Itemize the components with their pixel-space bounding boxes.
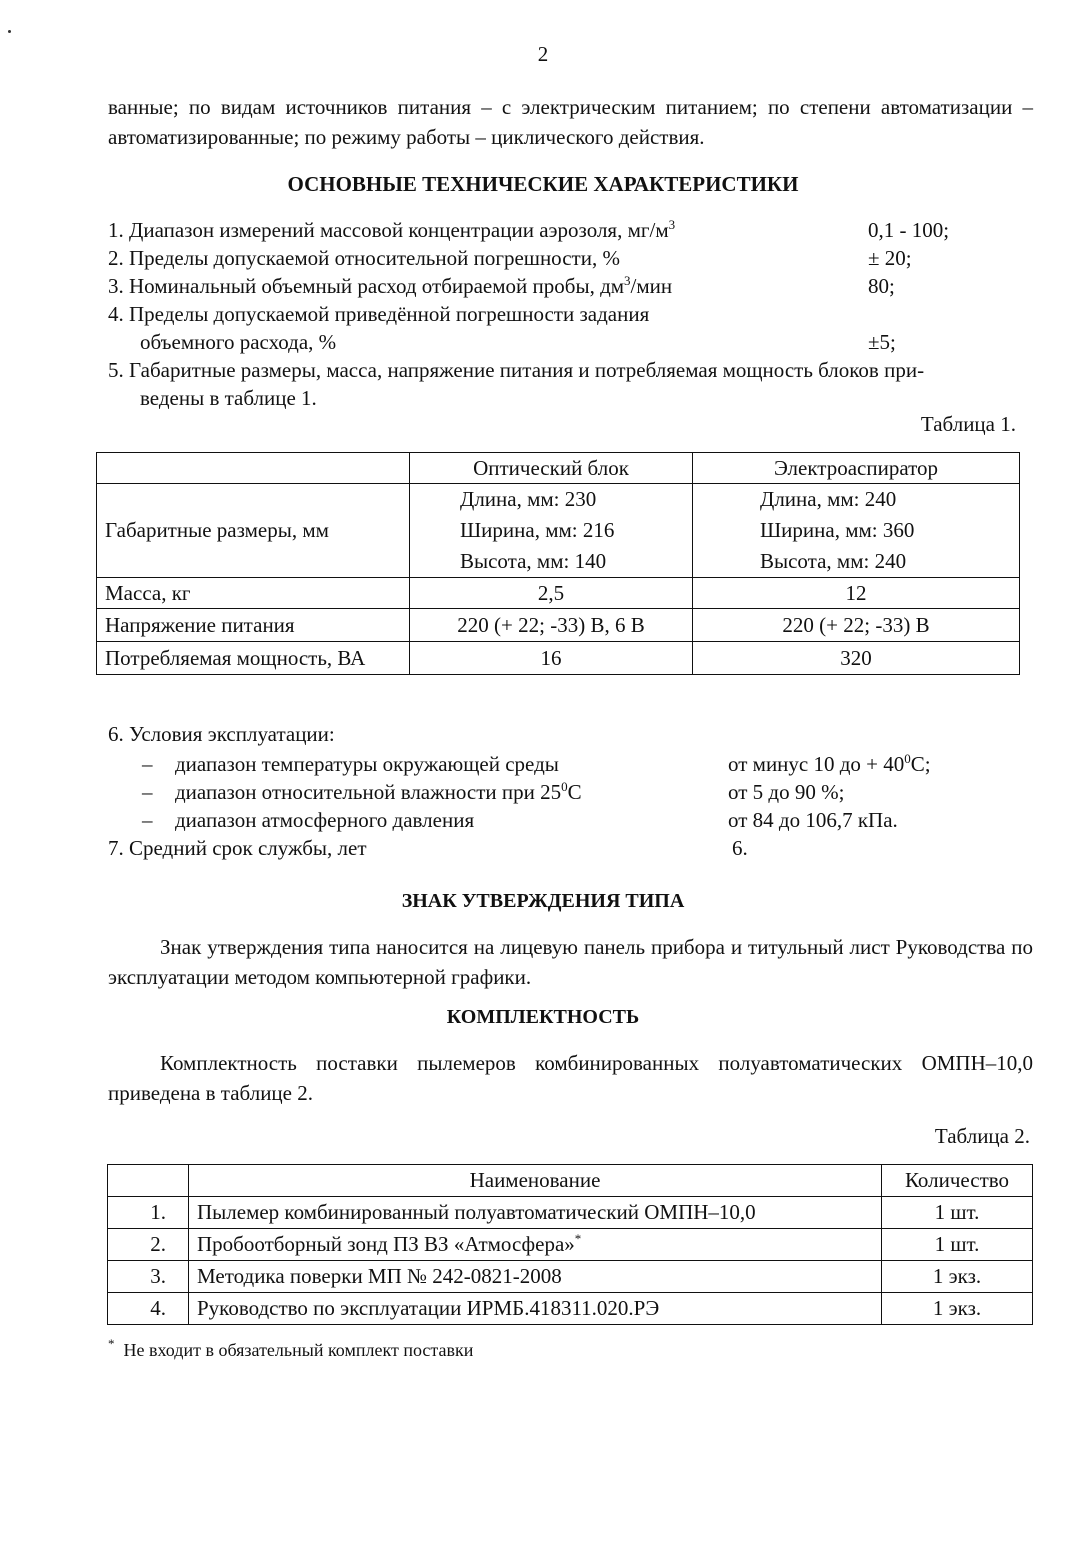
table2-header-name: Наименование [189,1165,882,1197]
table1-header-row [97,453,1020,484]
table2-header-num [108,1165,189,1197]
table-cell: 16 [410,642,693,675]
table-cell: Методика поверки МП № 242-0821-2008 [189,1261,882,1293]
table-cell: 4. [108,1293,189,1325]
table1-header-aspirator: Электроаспиратор [693,453,1020,484]
approval-paragraph: Знак утверждения типа наносится на лицевую панель прибора и титульный лист Руководства по эксплуатации методом компьютерной графики. [108,935,1033,989]
operating-title: 6. Условия эксплуатации: [108,722,335,746]
table2-header-qty: Количество [882,1165,1033,1197]
table2 [107,1164,1033,1325]
table-cell: 320 [693,642,1020,675]
spec-value-4: ±5; [868,330,896,354]
table-row [108,1229,1033,1261]
section-title-approval: ЗНАК УТВЕРЖДЕНИЯ ТИПА [401,890,685,912]
table1-row-voltage [97,609,1020,642]
table1-row-power [97,642,1020,675]
dash-marker: – [142,752,153,776]
table-cell: 2,5 [410,578,693,609]
spec-item-2: 2. Пределы допускаемой относительной погрешности, % [108,246,620,270]
table2-caption: Таблица 2. [934,1124,1030,1148]
spec-value-2: ± 20; [868,246,912,270]
spec-item-3: 3. Номинальный объемный расход отбираемой пробы, $дм^3$/мин [108,273,673,298]
table1-dims-label: Габаритные размеры, мм [97,484,410,578]
table-cell: 1 шт. [882,1197,1033,1229]
operating-value-temperature: от минус 10 до + $40^0С$; [728,751,931,776]
table-cell: Пробоотборный зонд ПЗ ВЗ «Атмосфера»* [189,1229,882,1261]
table-cell: 220 (+ 22; -33) В [693,609,1020,642]
dims-aspirator-height: Высота, мм: 240 [760,549,907,573]
table-cell: 220 (+ 22; -33) В, 6 В [410,609,693,642]
footnote-text: Не входит в обязательный комплект поставки [123,1340,474,1360]
table1-dims-aspirator [693,484,1020,578]
operating-item-pressure: диапазон атмосферного давления [175,808,475,832]
dims-aspirator-length: Длина, мм: 240 [760,487,897,511]
table1 [96,452,1020,675]
section-title-completeness: КОМПЛЕКТНОСТЬ [446,1006,640,1028]
table-cell: Напряжение питания [97,609,410,642]
table-cell: 1. [108,1197,189,1229]
spec-item-1: 1. Диапазон измерений массовой концентрации аэрозоля, $мг/м^3$ [108,217,676,242]
table1-header-optical: Оптический блок [410,453,693,484]
table1-row-dimensions [97,484,1020,578]
table-cell: 1 шт. [882,1229,1033,1261]
spec-value-3: 80; [868,274,895,298]
table-row [108,1293,1033,1325]
table-row [108,1197,1033,1229]
service-life-label: 7. Средний срок службы, лет [108,836,367,860]
table-cell: 12 [693,578,1020,609]
operating-item-humidity: диапазон относительной влажности при $25^0С$ [175,779,582,804]
footnote [108,1336,474,1361]
operating-value-humidity: от 5 до 90 %; [728,780,845,804]
table-cell: 2. [108,1229,189,1261]
table1-dims-optical [410,484,693,578]
spec-item-4: 4. Пределы допускаемой приведённой погрешности задания [108,302,650,326]
table-cell: 1 экз. [882,1261,1033,1293]
spec-item-4-cont: объемного расхода, % [140,330,337,354]
table-cell: Руководство по эксплуатации ИРМБ.418311.020.РЭ [189,1293,882,1325]
dash-marker: – [142,808,153,832]
intro-paragraph: ванные; по видам источников питания – с электрическим питанием; по степени автоматизации – автоматизированные; по режиму работы – циклического действия. [108,95,1033,149]
scan-speck [8,30,11,33]
service-life-value: 6. [732,836,748,860]
table1-caption: Таблица 1. [920,412,1016,436]
spec-item-5: 5. Габаритные размеры, масса, напряжение питания и потребляемая мощность блоков при- [108,358,925,382]
dims-aspirator-width: Ширина, мм: 360 [760,518,915,542]
completeness-paragraph: Комплектность поставки пылемеров комбинированных полуавтоматических ОМПН–10,0 приведена в таблице 2. [108,1051,1033,1105]
table-row [108,1261,1033,1293]
operating-item-temperature: диапазон температуры окружающей среды [175,752,559,776]
table2-header-row [108,1165,1033,1197]
operating-value-pressure: от 84 до 106,7 кПа. [728,808,898,832]
spec-item-5-cont: ведены в таблице 1. [140,386,317,410]
table-cell: Пылемер комбинированный полуавтоматический ОМПН–10,0 [189,1197,882,1229]
section-title-specs: ОСНОВНЫЕ ТЕХНИЧЕСКИЕ ХАРАКТЕРИСТИКИ [287,172,799,196]
spec-value-1: 0,1 - 100; [868,218,950,242]
table1-header-empty [97,453,410,484]
table-cell: 1 экз. [882,1293,1033,1325]
table-cell: 3. [108,1261,189,1293]
dims-optical-width: Ширина, мм: 216 [460,518,615,542]
footnote-mark: * [108,1336,115,1351]
table1-row-mass [97,578,1020,609]
table-cell: Потребляемая мощность, ВА [97,642,410,675]
dash-marker: – [142,780,153,804]
dims-optical-length: Длина, мм: 230 [460,487,597,511]
dims-optical-height: Высота, мм: 140 [460,549,607,573]
page-number: 2 [537,42,549,66]
table-cell: Масса, кг [97,578,410,609]
